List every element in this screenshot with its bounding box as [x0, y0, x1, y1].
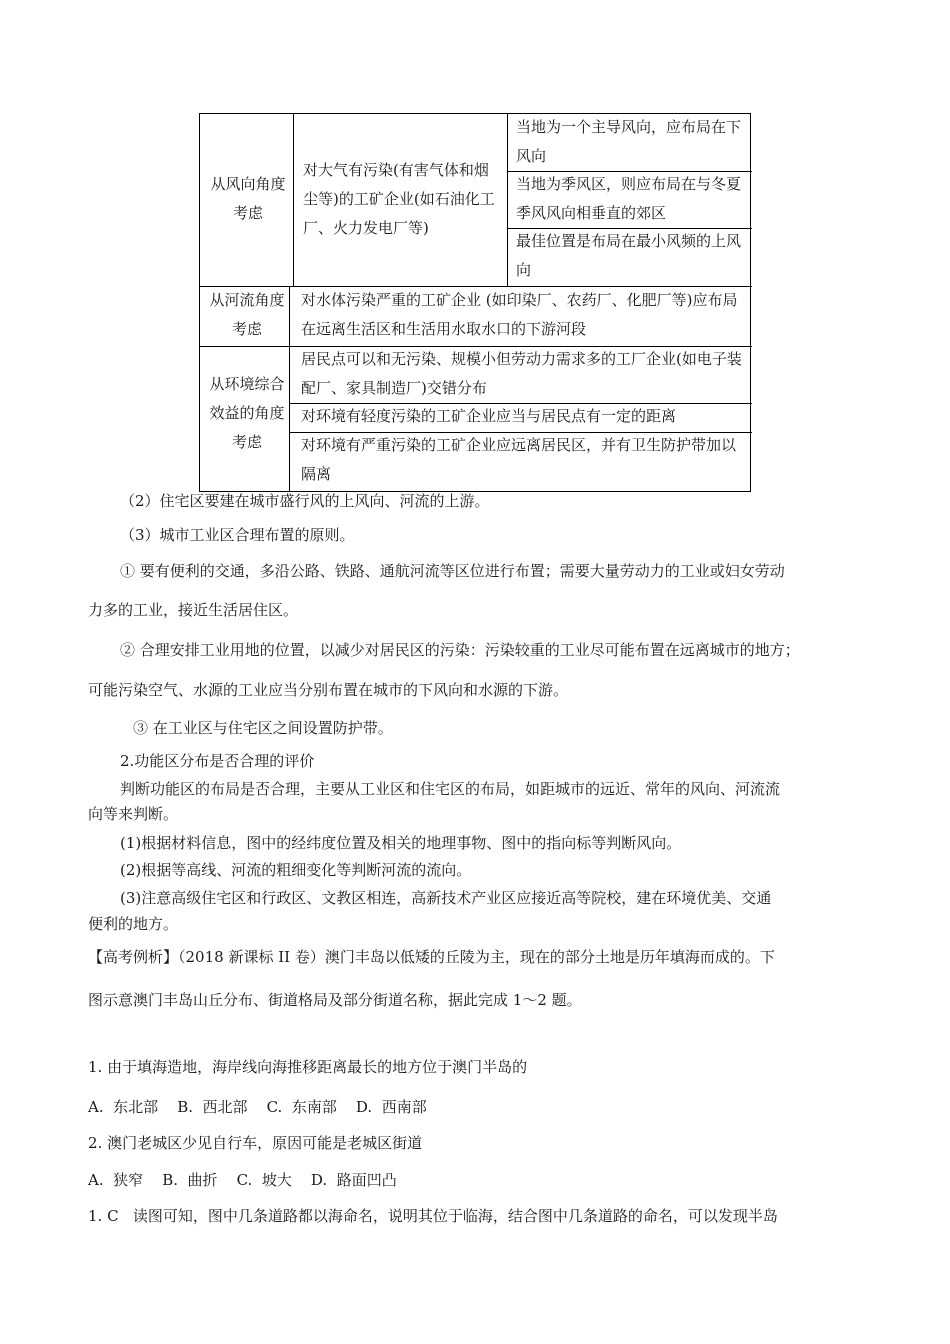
table-cell-wind-label: 从风向角度考虑	[210, 175, 286, 222]
table-cell-river-label: 从河流角度考虑	[209, 291, 285, 338]
question-1: 1. 由于填海造地，海岸线向海推移距离最长的地方位于澳门半岛的	[88, 1058, 528, 1076]
table-cell-env-rule-3: 对环境有严重污染的工矿企业应远离居民区，并有卫生防护带加以隔离	[301, 436, 737, 483]
question-2: 2. 澳门老城区少见自行车，原因可能是老城区街道	[88, 1134, 423, 1152]
paragraph-residential: （2）住宅区要建在城市盛行风的上风向、河流的上游。	[120, 492, 490, 510]
table-cell-wind-rule-2: 当地为季风区，则应布局在与冬夏季风风向相垂直的郊区	[516, 175, 742, 222]
paragraph-principle-1: ① 要有便利的交通，多沿公路、铁路、通航河流等区位进行布置；需要大量劳动力的工业或妇女劳动	[120, 562, 785, 580]
paragraph-industry-principles: （3）城市工业区合理布置的原则。	[120, 526, 355, 544]
paragraph-judge-1: (1)根据材料信息，图中的经纬度位置及相关的地理事物、图中的指向标等判断风向。	[120, 834, 682, 852]
industrial-layout-table	[199, 113, 751, 492]
paragraph-judge-3-cont: 便利的地方。	[88, 915, 179, 933]
answer-1: 1. C 读图可知，图中几条道路都以海命名，说明其位于临海，结合图中几条道路的命名，可以发现半岛	[88, 1207, 778, 1225]
paragraph-principle-1-cont: 力多的工业，接近生活居住区。	[88, 601, 299, 619]
table-divider	[289, 286, 290, 491]
paragraph-example-cont: 图示意澳门丰岛山丘分布、街道格局及部分街道名称，据此完成 1～2 题。	[88, 991, 582, 1009]
table-cell-wind-industry: 对大气有污染(有害气体和烟尘等)的工矿企业(如石油化工厂、火力发电厂等)	[303, 161, 495, 237]
paragraph-judge-2: (2)根据等高线、河流的粗细变化等判断河流的流向。	[120, 861, 472, 879]
table-divider	[293, 114, 294, 286]
table-cell-river-rule: 对水体污染严重的工矿企业 (如印染厂、农药厂、化肥厂等)应布局在远离生活区和生活用水取水口的下游河段	[301, 291, 738, 338]
paragraph-judge-3: (3)注意高级住宅区和行政区、文教区相连，高新技术产业区应接近高等院校，建在环境优美、交通	[120, 889, 772, 907]
table-cell-env-label: 从环境综合效益的角度考虑	[209, 375, 285, 451]
question-1-options: A. 东北部 B. 西北部 C. 东南部 D. 西南部	[88, 1098, 427, 1116]
question-2-options: A. 狭窄 B. 曲折 C. 坡大 D. 路面凹凸	[88, 1171, 397, 1189]
paragraph-principle-2: ② 合理安排工业用地的位置，以减少对居民区的污染：污染较重的工业尽可能布置在远离城市的地方；	[120, 641, 800, 659]
section-heading-evaluation: 2.功能区分布是否合理的评价	[120, 752, 315, 770]
paragraph-judge: 判断功能区的布局是否合理，主要从工业区和住宅区的布局，如距城市的远近、常年的风向、河流流	[120, 780, 781, 798]
table-cell-env-rule-2: 对环境有轻度污染的工矿企业应当与居民点有一定的距离	[301, 407, 677, 425]
table-cell-env-rule-1: 居民点可以和无污染、规模小但劳动力需求多的工厂企业(如电子装配厂、家具制造厂)交错分布	[301, 350, 742, 397]
table-cell-wind-rule-1: 当地为一个主导风向，应布局在下风向	[516, 118, 742, 165]
paragraph-example: 【高考例析】（2018 新课标 II 卷）澳门丰岛以低矮的丘陵为主，现在的部分土地是历年填海而成的。下	[88, 948, 775, 966]
paragraph-judge-cont: 向等来判断。	[88, 805, 179, 823]
paragraph-principle-2-cont: 可能污染空气、水源的工业应当分别布置在城市的下风向和水源的下游。	[88, 681, 569, 699]
table-cell-wind-rule-3: 最佳位置是布局在最小风频的上风向	[516, 232, 742, 279]
paragraph-principle-3: ③ 在工业区与住宅区之间设置防护带。	[133, 719, 393, 737]
table-divider	[507, 114, 508, 286]
